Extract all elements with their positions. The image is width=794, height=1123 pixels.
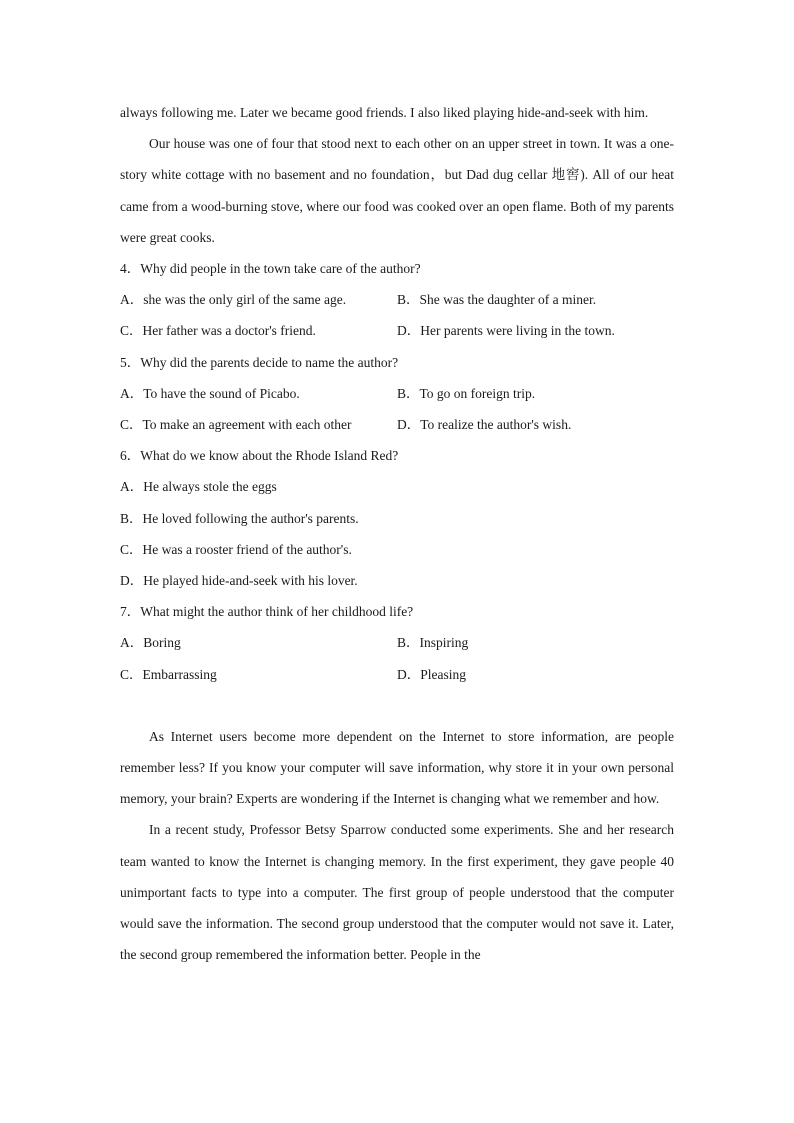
- option-a: A．Boring: [120, 635, 181, 651]
- question-4: [120, 253, 674, 347]
- question-stem: 6．What do we know about the Rhode Island Red?: [120, 448, 399, 464]
- options-row: [120, 627, 674, 658]
- section-gap: [120, 690, 674, 721]
- passage1-paragraph-1: always following me. Later we became good friends. I also liked playing hide-and-seek with him.: [120, 105, 649, 120]
- option-a: A．To have the sound of Picabo.: [120, 385, 300, 401]
- question-stem: 4．Why did people in the town take care of the author?: [120, 261, 421, 277]
- options-row: [120, 409, 674, 440]
- options-row: [120, 378, 674, 409]
- passage1-paragraph-2: Our house was one of four that stood next to each other on an upper street in town. It was a one- story white cottage with no basement and no foundation，but Dad dug cellar 地窖). All of our heat came from a wood-burning stove, where our food was cooked over an open flame. Both of my parents were great cooks.: [120, 136, 674, 245]
- option-c: C．To make an agreement with each other: [120, 417, 352, 433]
- option-d: D．He played hide-and-seek with his lover.: [120, 573, 358, 589]
- option-c: C．Her father was a doctor's friend.: [120, 323, 316, 339]
- passage2-paragraph-1: As Internet users become more dependent on the Internet to store information, are people remember less? If you know your computer will save information, why store it in your own personal memory, your brain? Experts are wondering if the Internet is changing what we remember and how.: [120, 728, 674, 807]
- option-b: B．He loved following the author's parents.: [120, 510, 359, 526]
- option-d: D．Pleasing: [397, 666, 466, 682]
- option-b: B．She was the daughter of a miner.: [397, 292, 597, 308]
- option-c: C．Embarrassing: [120, 666, 217, 682]
- question-stem: 5．Why did the parents decide to name the author?: [120, 354, 399, 370]
- option-a: A．He always stole the eggs: [120, 479, 277, 495]
- option-d: D．To realize the author's wish.: [397, 417, 572, 433]
- option-b: B．To go on foreign trip.: [397, 385, 536, 401]
- option-c: C．He was a rooster friend of the author's.: [120, 541, 352, 557]
- option-a: A．she was the only girl of the same age.: [120, 292, 347, 308]
- options-row: [120, 315, 674, 346]
- question-7: [120, 596, 674, 690]
- option-b: B．Inspiring: [397, 635, 469, 651]
- document-content: [120, 97, 674, 970]
- option-d: D．Her parents were living in the town.: [397, 323, 615, 339]
- options-row: [120, 659, 674, 690]
- question-5: [120, 347, 674, 441]
- passage2-paragraph-2: In a recent study, Professor Betsy Sparrow conducted some experiments. She and her research team wanted to know the Internet is changing memory. In the first experiment, they gave people 40 unimportant facts to type into a computer. The first group of people understood that the computer would save the information. The second group understood that the computer would not save it. Later, the second group remembered the information better. People in the: [120, 822, 674, 963]
- question-6: [120, 440, 674, 596]
- options-row: [120, 284, 674, 315]
- question-stem: 7．What might the author think of her childhood life?: [120, 604, 414, 620]
